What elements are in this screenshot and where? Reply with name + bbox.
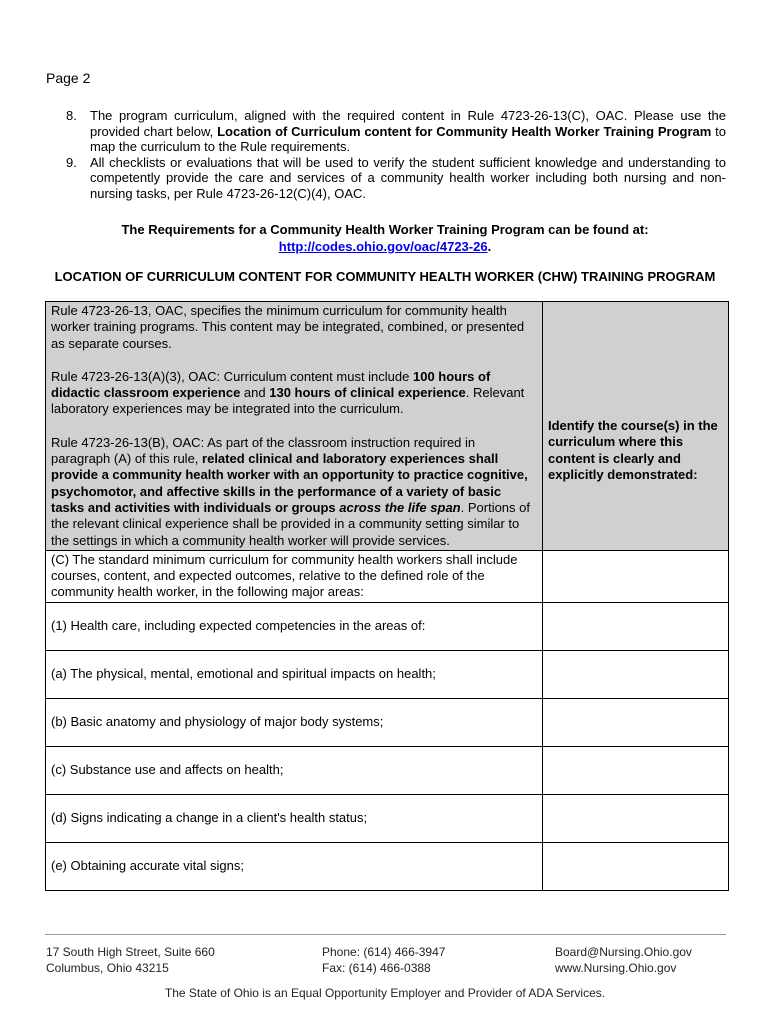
table-row [46, 698, 729, 746]
course-entry-cell[interactable] [543, 794, 729, 842]
rule-paragraph: Rule 4723-26-13, OAC, specifies the minimum curriculum for community health worker training programs. This content may be integrated, combined, or presented as separate courses. [51, 303, 525, 351]
chart-name: Location of Curriculum content for Community Health Worker Training Program [217, 123, 712, 139]
item-text: The program curriculum, aligned with the required content in Rule 4723-26-13(C), OAC. Please use the provided chart below, [90, 108, 726, 139]
course-entry-cell[interactable] [543, 550, 729, 602]
address-line: Columbus, Ohio 43215 [46, 961, 169, 975]
curriculum-area-cell: (e) Obtaining accurate vital signs; [46, 842, 543, 890]
curriculum-area-cell: (a) The physical, mental, emotional and spiritual impacts on health; [46, 650, 543, 698]
curriculum-area-cell: (d) Signs indicating a change in a client's health status; [46, 794, 543, 842]
requirements-link[interactable]: http://codes.ohio.gov/oac/4723-26 [278, 239, 488, 254]
curriculum-area-cell: (c) Substance use and affects on health; [46, 746, 543, 794]
curriculum-area-cell: (1) Health care, including expected competencies in the areas of: [46, 602, 543, 650]
address-line: 17 South High Street, Suite 660 [46, 945, 215, 959]
requirements-text: The Requirements for a Community Health Worker Training Program can be found at: [121, 222, 649, 237]
course-entry-cell[interactable] [543, 746, 729, 794]
table-row [46, 746, 729, 794]
footer-address [46, 944, 215, 976]
course-entry-cell[interactable] [543, 650, 729, 698]
table-row [46, 650, 729, 698]
link-period: . [487, 239, 492, 254]
equal-opportunity-statement: The State of Ohio is an Equal Opportunity Employer and Provider of ADA Services. [164, 986, 606, 1000]
item-number: 9. [66, 154, 77, 170]
rule-paragraph: Rule 4723-26-13(B), OAC: As part of the classroom instruction required in paragraph (A) of this rule, related clinical and laboratory experiences shall provide a community health worker with an opportunity to practice cognitive, psychomotor, and affective skills in the performance of a variety of basic tasks and activities with individuals or groups across the life span. Portions of the relevant clinical experience shall be provided in a community setting similar to the settings in which a community health worker will provide services. [51, 434, 530, 548]
rule-paragraph: Rule 4723-26-13(A)(3), OAC: Curriculum content must include 100 hours of didactic classroom experience and 130 hours of clinical experience. Relevant laboratory experiences may be integrated into the curriculum. [51, 368, 525, 417]
course-entry-cell[interactable] [543, 842, 729, 890]
footer-contact [322, 944, 445, 976]
table-header-row [46, 302, 729, 551]
curriculum-area-cell: (b) Basic anatomy and physiology of major body systems; [46, 698, 543, 746]
fax-number: Fax: (614) 466-0388 [322, 961, 431, 975]
curriculum-table [45, 301, 729, 891]
phone-number: Phone: (614) 466-3947 [322, 945, 446, 959]
item-text: All checklists or evaluations that will be used to verify the student sufficient knowledge and understanding to competently provide the care and services of a community health worker including both nursing and non-nursing tasks, per Rule 4723-26-12(C)(4), OAC. [90, 154, 726, 201]
header-rule-cell [46, 302, 543, 551]
table-row [46, 550, 729, 602]
list-item [66, 108, 726, 155]
email-link[interactable]: Board@Nursing.Ohio.gov [555, 945, 692, 959]
instruction-list [66, 108, 726, 201]
table-row [46, 842, 729, 890]
list-item [66, 155, 726, 202]
footer-web [555, 944, 692, 976]
table-row [46, 602, 729, 650]
header-identify-cell [543, 302, 729, 551]
item-number: 8. [66, 108, 77, 123]
page-number: Page 2 [46, 70, 91, 86]
identify-course-instruction: Identify the course(s) in the curriculum where this content is clearly and explicitly demonstrated: [548, 418, 718, 482]
footer-divider [45, 934, 726, 935]
website-link[interactable]: www.Nursing.Ohio.gov [555, 961, 677, 975]
course-entry-cell[interactable] [543, 698, 729, 746]
table-row [46, 794, 729, 842]
item-text: to map the curriculum to the Rule requirements. [90, 123, 726, 154]
course-entry-cell[interactable] [543, 602, 729, 650]
requirements-link-line [46, 238, 724, 255]
curriculum-area-cell: (C) The standard minimum curriculum for community health workers shall include courses, content, and expected outcomes, relative to the defined role of the community health worker, in the following major areas: [46, 550, 543, 602]
requirements-heading [46, 221, 724, 255]
table-title: LOCATION OF CURRICULUM CONTENT FOR COMMUNITY HEALTH WORKER (CHW) TRAINING PROGRAM [54, 269, 716, 284]
